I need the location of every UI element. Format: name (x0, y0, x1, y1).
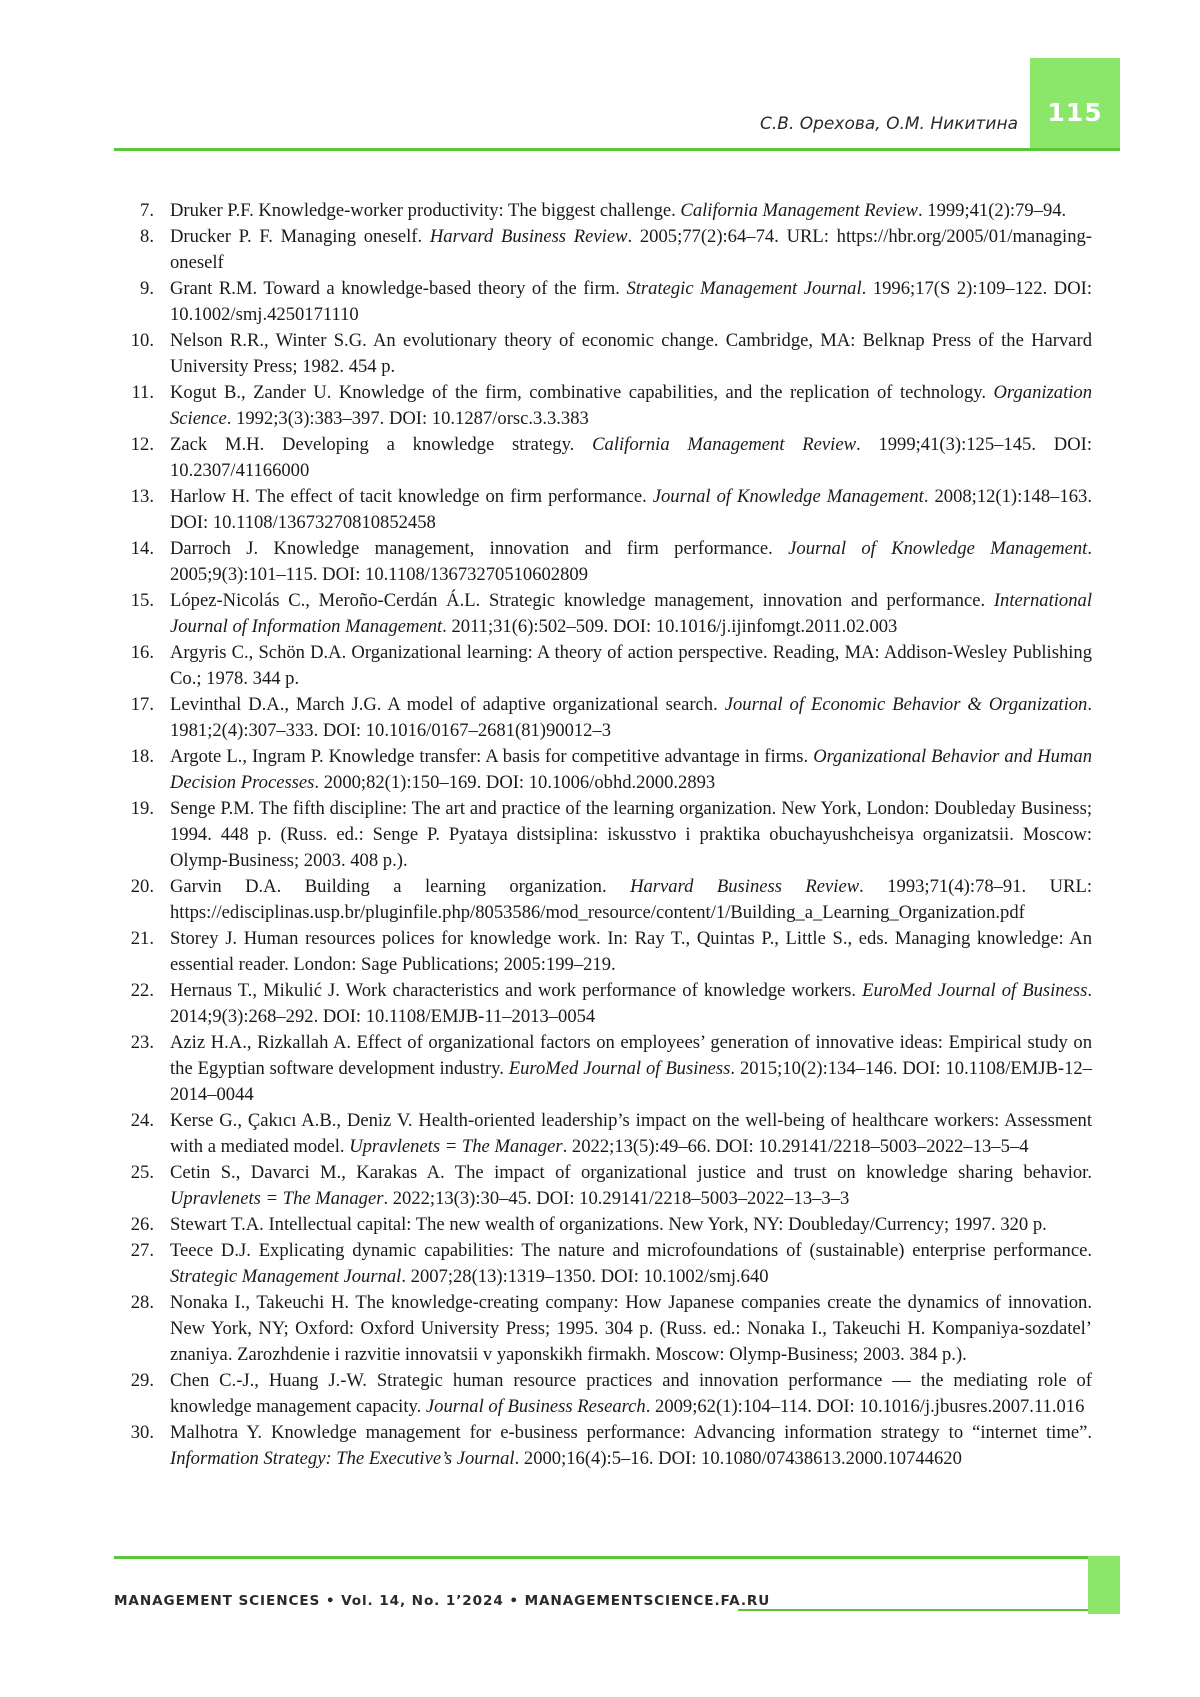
reference-number: 17. (130, 694, 154, 715)
reference-segment: . 1996;17(S 2):109–122. DOI: 10.1002/smj.4250171110 (170, 278, 1093, 325)
reference-text (170, 798, 1092, 871)
reference-text (170, 928, 1092, 975)
reference-segment: . 2022;13(3):30–45. DOI: 10.29141/2218–5003–2022–13–3–3 (383, 1188, 850, 1209)
reference-number: 18. (130, 746, 154, 767)
reference-item (114, 536, 1092, 588)
reference-text (170, 642, 1092, 689)
reference-source-title: Harvard Business Review (630, 876, 860, 897)
reference-number: 16. (130, 642, 154, 663)
reference-source-title: California Management Review (680, 200, 918, 221)
reference-segment: Argote L., Ingram P. Knowledge transfer: A basis for competitive advantage in firms. (170, 746, 814, 767)
reference-source-title: Journal of Business Research (425, 1396, 646, 1417)
reference-item (114, 1108, 1092, 1160)
reference-segment: . 2011;31(6):502–509. DOI: 10.1016/j.ijinfomgt.2011.02.003 (442, 616, 898, 637)
page-number: 115 (1047, 98, 1103, 127)
reference-segment: . 1999;41(2):79–94. (917, 200, 1067, 221)
reference-item (114, 432, 1092, 484)
reference-text (170, 226, 1092, 273)
reference-number: 25. (130, 1162, 154, 1183)
reference-segment: Garvin D.A. Building a learning organization. (170, 876, 631, 897)
reference-segment: . 1981;2(4):307–333. DOI: 10.1016/0167–2681(81)90012–3 (170, 694, 1092, 741)
reference-item (114, 276, 1092, 328)
reference-text (170, 1032, 1092, 1105)
reference-number: 7. (140, 200, 154, 221)
reference-item (114, 978, 1092, 1030)
reference-segment: Druker P.F. Knowledge-worker productivity: The biggest challenge. (170, 200, 681, 221)
running-header-authors: С.В. Орехова, О.М. Никитина (760, 114, 1018, 134)
reference-text (170, 1370, 1092, 1417)
reference-item (114, 692, 1092, 744)
reference-item (114, 1238, 1092, 1290)
reference-source-title: California Management Review (592, 434, 856, 455)
reference-number: 11. (131, 382, 154, 403)
reference-text (170, 278, 1092, 325)
reference-source-title: Upravlenets = The Manager (170, 1188, 384, 1209)
reference-segment: Aziz H.A., Rizkallah A. Effect of organizational factors on employees’ generation of innovative ideas: Empirical study on the Egyptian software development industry. (170, 1032, 1092, 1079)
reference-segment: Stewart T.A. Intellectual capital: The new wealth of organizations. New York, NY: Doubleday/Currency; 1997. 320 p. (170, 1214, 1047, 1235)
reference-segment: Cetin S., Davarci M., Karakas A. The impact of organizational justice and trust on knowledge sharing behavior. (170, 1162, 1092, 1183)
reference-number: 27. (130, 1240, 154, 1261)
reference-item (114, 926, 1092, 978)
reference-segment: Zack M.H. Developing a knowledge strategy. (170, 434, 593, 455)
reference-source-title: EuroMed Journal of Business (862, 980, 1088, 1001)
reference-item (114, 588, 1092, 640)
footer-rule (114, 1556, 1120, 1559)
reference-number: 22. (130, 980, 154, 1001)
reference-segment: . 2005;77(2):64–74. URL: https://hbr.org/2005/01/managing-oneself (170, 226, 1092, 273)
reference-text (170, 746, 1092, 793)
reference-segment: . 2022;13(5):49–66. DOI: 10.29141/2218–5003–2022–13–5–4 (562, 1136, 1029, 1157)
reference-source-title: Upravlenets = The Manager (349, 1136, 563, 1157)
reference-number: 19. (130, 798, 154, 819)
reference-number: 9. (140, 278, 154, 299)
reference-segment: López-Nicolás C., Meroño-Cerdán Á.L. Strategic knowledge management, innovation and performance. (170, 590, 994, 611)
reference-item (114, 1030, 1092, 1108)
reference-item (114, 744, 1092, 796)
reference-item (114, 1368, 1092, 1420)
reference-segment: . 2005;9(3):101–115. DOI: 10.1108/13673270510602809 (170, 538, 1092, 585)
reference-text (170, 486, 1092, 533)
reference-segment: Argyris C., Schön D.A. Organizational learning: A theory of action perspective. Reading, MA: Addison-Wesley Publishing Co.; 1978. 344 p. (170, 642, 1092, 689)
reference-text (170, 876, 1092, 923)
reference-text (170, 980, 1092, 1027)
footer-journal-info: MANAGEMENT SCIENCES • Vol. 14, No. 1’2024 • MANAGEMENTSCIENCE.FA.RU (114, 1593, 771, 1609)
reference-segment: Levinthal D.A., March J.G. A model of adaptive organizational search. (170, 694, 725, 715)
reference-item (114, 224, 1092, 276)
reference-item (114, 1160, 1092, 1212)
reference-segment: . 2015;10(2):134–146. DOI: 10.1108/EMJB-12–2014–0044 (170, 1058, 1092, 1105)
reference-source-title: Organizational Behavior and Human Decision Processes (170, 746, 1092, 793)
reference-text (170, 1110, 1092, 1157)
reference-segment: . 1993;71(4):78–91. URL: https://edisciplinas.usp.br/pluginfile.php/8053586/mod_resource/content/1/Building_a_Learning_Organization.pdf (170, 876, 1092, 923)
reference-item (114, 198, 1092, 224)
reference-segment: Hernaus T., Mikulić J. Work characteristics and work performance of knowledge workers. (170, 980, 863, 1001)
reference-segment: Harlow H. The effect of tacit knowledge on firm performance. (170, 486, 653, 507)
reference-segment: . 2007;28(13):1319–1350. DOI: 10.1002/smj.640 (401, 1266, 769, 1287)
reference-segment: Malhotra Y. Knowledge management for e-business performance: Advancing information strategy to “internet time”. (170, 1422, 1092, 1443)
reference-source-title: Harvard Business Review (429, 226, 628, 247)
reference-source-title: EuroMed Journal of Business (508, 1058, 731, 1079)
reference-segment: . 2014;9(3):268–292. DOI: 10.1108/EMJB-11–2013–0054 (170, 980, 1092, 1027)
header-rule (114, 148, 1120, 151)
reference-item (114, 380, 1092, 432)
reference-segment: . 2008;12(1):148–163. DOI: 10.1108/13673270810852458 (170, 486, 1092, 533)
reference-text (170, 694, 1092, 741)
reference-segment: . 1992;3(3):383–397. DOI: 10.1287/orsc.3.3.383 (226, 408, 589, 429)
reference-number: 10. (130, 330, 154, 351)
reference-number: 12. (130, 434, 154, 455)
reference-number: 29. (130, 1370, 154, 1391)
reference-segment: . 1999;41(3):125–145. DOI: 10.2307/41166000 (170, 434, 1092, 481)
reference-number: 8. (140, 226, 154, 247)
reference-segment: Chen C.-J., Huang J.-W. Strategic human resource practices and innovation performance — the mediating role of knowledge management capacity. (170, 1370, 1092, 1417)
reference-number: 28. (130, 1292, 154, 1313)
reference-segment: Nonaka I., Takeuchi H. The knowledge-creating company: How Japanese companies create the dynamics of innovation. New York, NY; Oxford: Oxford University Press; 1995. 304 p. (Russ. ed.: Nonaka I., Takeuchi H. Kompaniya-sozdatel’ znaniya. Zarozhdenie i razvitie innovatsii v yaponskikh firmakh. Moscow: Olymp-Business; 2003. 384 p.). (170, 1292, 1092, 1365)
reference-source-title: Journal of Knowledge Management (788, 538, 1088, 559)
reference-segment: . 2000;82(1):150–169. DOI: 10.1006/obhd.2000.2893 (314, 772, 716, 793)
reference-item (114, 874, 1092, 926)
reference-item (114, 1290, 1092, 1368)
reference-segment: Nelson R.R., Winter S.G. An evolutionary theory of economic change. Cambridge, MA: Belknap Press of the Harvard University Press; 1982. 454 p. (170, 330, 1092, 377)
reference-segment: Darroch J. Knowledge management, innovation and firm performance. (170, 538, 789, 559)
reference-segment: . 2009;62(1):104–114. DOI: 10.1016/j.jbusres.2007.11.016 (645, 1396, 1085, 1417)
reference-segment: . 2000;16(4):5–16. DOI: 10.1080/07438613.2000.10744620 (514, 1448, 962, 1469)
reference-segment: Senge P.M. The fifth discipline: The art and practice of the learning organization. New York, London: Doubleday Business; 1994. 448 p. (Russ. ed.: Senge P. Pyataya distsiplina: iskusstvo i praktika obuchayushcheisya organizatsii. Moscow: Olymp-Business; 2003. 408 p.). (170, 798, 1092, 871)
reference-text (170, 200, 1066, 221)
reference-number: 21. (130, 928, 154, 949)
reference-number: 24. (130, 1110, 154, 1131)
reference-item (114, 484, 1092, 536)
reference-number: 30. (130, 1422, 154, 1443)
reference-segment: Kogut B., Zander U. Knowledge of the firm, combinative capabilities, and the replication of technology. (170, 382, 994, 403)
reference-text (170, 590, 1092, 637)
reference-list (114, 198, 1092, 1472)
reference-source-title: Information Strategy: The Executive’s Journal (170, 1448, 515, 1469)
reference-segment: Kerse G., Çakıcı A.B., Deniz V. Health-oriented leadership’s impact on the well-being of healthcare workers: Assessment with a mediated model. (170, 1110, 1092, 1157)
reference-segment: Storey J. Human resources polices for knowledge work. In: Ray T., Quintas P., Little S., eds. Managing knowledge: An essential reader. London: Sage Publications; 2005:199–219. (170, 928, 1092, 975)
reference-text (170, 330, 1092, 377)
reference-source-title: Journal of Economic Behavior & Organization (724, 694, 1088, 715)
reference-segment: Drucker P. F. Managing oneself. (170, 226, 430, 247)
reference-number: 15. (130, 590, 154, 611)
reference-item (114, 1212, 1092, 1238)
reference-text (170, 1214, 1047, 1235)
reference-number: 14. (130, 538, 154, 559)
footer-box (1088, 1556, 1120, 1614)
reference-item (114, 328, 1092, 380)
reference-segment: Grant R.M. Toward a knowledge-based theory of the firm. (170, 278, 627, 299)
reference-text (170, 1292, 1092, 1365)
reference-source-title: Organization Science (170, 382, 1092, 429)
reference-source-title: Journal of Knowledge Management (652, 486, 924, 507)
reference-item (114, 796, 1092, 874)
reference-text (170, 538, 1092, 585)
reference-source-title: Strategic Management Journal (626, 278, 862, 299)
reference-number: 26. (130, 1214, 154, 1235)
reference-number: 13. (130, 486, 154, 507)
reference-text (170, 1240, 1092, 1287)
reference-source-title: International Journal of Information Management (170, 590, 1092, 637)
reference-text (170, 434, 1092, 481)
reference-number: 20. (130, 876, 154, 897)
reference-source-title: Strategic Management Journal (170, 1266, 402, 1287)
footer-line (738, 1609, 1088, 1611)
reference-text (170, 1162, 1092, 1209)
reference-text (170, 382, 1092, 429)
reference-text (170, 1422, 1092, 1469)
reference-item (114, 640, 1092, 692)
reference-segment: Teece D.J. Explicating dynamic capabilities: The nature and microfoundations of (sustainable) enterprise performance. (170, 1240, 1092, 1261)
reference-item (114, 1420, 1092, 1472)
reference-number: 23. (130, 1032, 154, 1053)
